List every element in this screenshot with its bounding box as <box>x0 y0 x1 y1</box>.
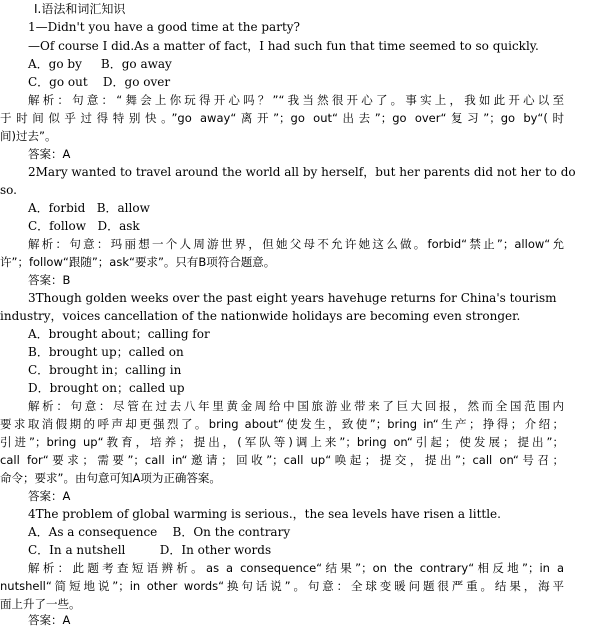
q4-stem-line-1 <box>28 505 564 523</box>
q1-explanation-line-1: 解析：句意：“舞会上你玩得开心吗？”“我当然很开心了。事实上，我如此开心以至 <box>28 93 564 107</box>
q1-stem-text: —Of course I did.As a matter of fact，I had such fun that time seemed to <box>28 39 472 53</box>
q3-explanation-line-5: 命令；要求”。由句意可知A项为正确答案。 <box>0 471 221 485</box>
q3-stem-tail-2: cancellation of the nationwide holidays are becoming even stronger. <box>104 309 521 323</box>
q3-option-d: D．brought on；called up <box>28 381 185 395</box>
q2-stem-line-2: so. <box>0 183 17 197</box>
q4-options-cd: C．In a nutshell D．In other words <box>28 543 272 557</box>
q1-explanation-line-2: 于时间似乎过得特别快。”go away“离开”；go out“出去”；go over“复习”；go by“(时 <box>0 111 564 125</box>
q3-stem-text: 3Though golden weeks over the past eight years have <box>28 291 357 305</box>
q3-explanation-line-3: 引进”；bring up“教育，培养；提出，(军队等)调上来”；bring on“引起；使发展；提出”； <box>0 435 564 449</box>
q3-stem-line-2 <box>0 307 560 325</box>
q3-stem-text-2: industry，voices <box>0 309 101 323</box>
q4-options-ab: A．As a consequence B．On the contrary <box>28 525 291 539</box>
q2-answer: 答案：B <box>28 273 71 287</box>
q4-stem-text: 4The problem of global warming is serious. <box>28 507 293 521</box>
q4-answer: 答案：A <box>28 613 71 627</box>
q1-answer: 答案：A <box>28 147 71 161</box>
q1-options-ab: A．go by B．go away <box>28 57 172 71</box>
q2-stem-line-1 <box>28 163 576 181</box>
q3-option-a: A．brought about；calling for <box>28 327 210 341</box>
q3-stem-line-1 <box>28 289 564 307</box>
q2-options-ab: A．forbid B．allow <box>28 201 150 215</box>
section-title: Ⅰ.语法和词汇知识 <box>34 2 126 16</box>
q1-options-cd: C．go out D．go over <box>28 75 171 89</box>
q3-explanation-line-1: 解析：句意：尽管在过去八年里黄金周给中国旅游业带来了巨大回报，然而全国范围内 <box>28 399 564 413</box>
q2-explanation-line-2: 许”；follow“跟随”；ask“要求”。只有B项符合题意。 <box>0 255 276 269</box>
q4-explanation-line-1: 解析：此题考查短语辨析。as a consequence“结果”；on the contrary“相反地”；in a <box>28 561 564 575</box>
q3-explanation-line-2: 要求取消假期的呼声却更强烈了。bring about“使发生，致使”；bring in“生产；挣得；介绍； <box>0 417 564 431</box>
q3-answer: 答案：A <box>28 489 71 503</box>
q2-explanation-line-1: 解析：句意：玛丽想一个人周游世界，但她父母不允许她这么做。forbid“禁止”；allow“允 <box>28 237 564 251</box>
q1-explanation-line-3: 间)过去”。 <box>0 129 57 143</box>
q1-stem-tail: so quickly. <box>475 39 539 53</box>
q4-stem-tail: ，the sea levels have risen a little. <box>292 507 501 521</box>
q3-explanation-line-4: call for“要求；需要”；call in“邀请；回收”；call up“唤起；提交，提出”；call on“号召； <box>0 453 564 467</box>
q1-stem-line-1: 1—Didn't you have a good time at the party? <box>28 20 300 34</box>
q3-option-c: C．brought in；calling in <box>28 363 182 377</box>
q4-explanation-line-3: 面上升了一些。 <box>0 597 81 611</box>
q4-explanation-line-2: nutshell“简短地说”；in other words“换句话说”。句意：全球变暖问题很严重。结果，海平 <box>0 579 564 593</box>
q3-stem-tail: huge returns for China's tourism <box>356 291 557 305</box>
q3-option-b: B．brought up；called on <box>28 345 184 359</box>
q1-stem-line-2 <box>28 37 564 55</box>
q2-stem-tail: her to do <box>520 165 576 179</box>
q2-options-cd: C．follow D．ask <box>28 219 140 233</box>
q2-stem-text: 2Mary wanted to travel around the world all by herself，but her parents did not <box>28 165 517 179</box>
